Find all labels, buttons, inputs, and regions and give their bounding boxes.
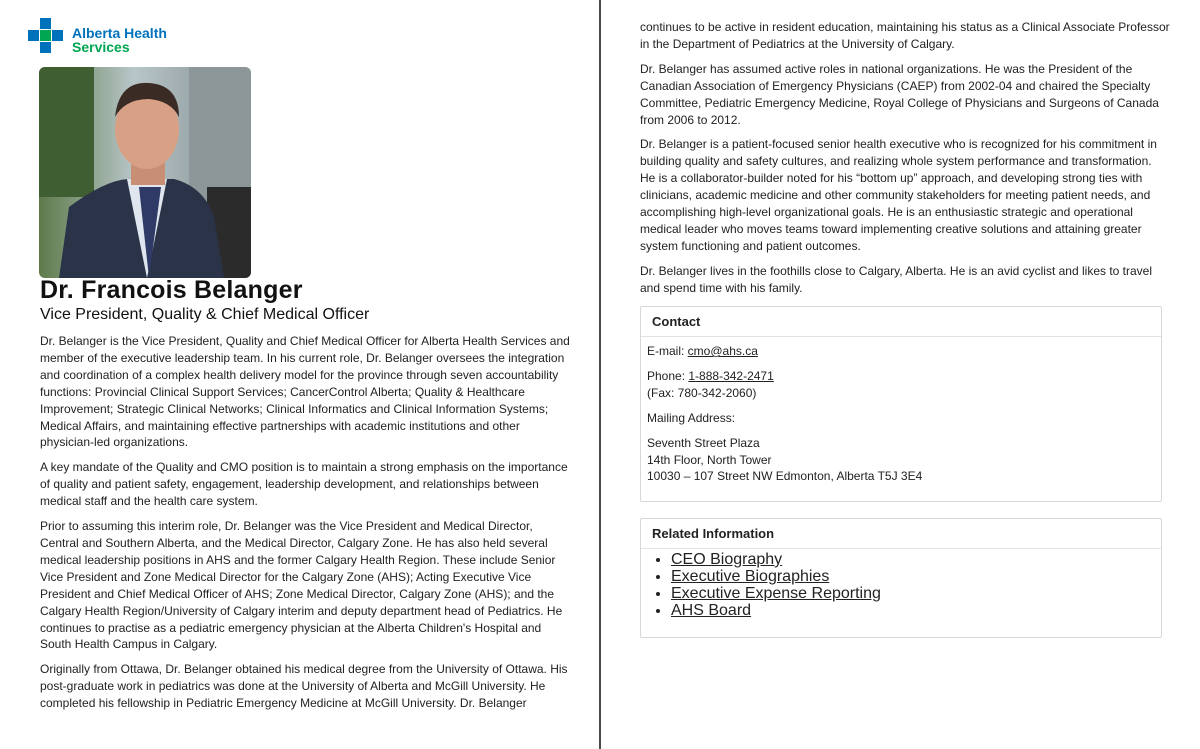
link-executive-biographies[interactable]: Executive Biographies — [671, 568, 830, 585]
email-label: E-mail: — [647, 344, 688, 358]
bio-paragraph-4-continued: continues to be active in resident education, maintaining his status as a Clinical Associate Professor in the Department of Pediatrics at the University of Calgary. — [640, 20, 1170, 51]
phone-label: Phone: — [647, 368, 689, 383]
mailing-address — [647, 435, 1155, 486]
address-line-1: Seventh Street Plaza — [647, 435, 760, 450]
portrait-photo — [39, 67, 251, 278]
ahs-cross-icon — [28, 18, 66, 56]
bio-paragraph-1: Dr. Belanger is the Vice President, Quality and Chief Medical Officer for Alberta Health Services and member of the executive leadership team. In his current role, Dr. Belanger oversees the integration and coordination of a complex health delivery model for the province through seven accountability functions: Provincial Clinical Support Services; CancerControl Alberta; Quality & Healthcare Improvement; Strategic Clinical Networks; Clinical Informatics and Clinical Information Systems; Medical Affairs, and maintaining effective partnerships with academic institutions and other physician-led organizations. — [40, 334, 570, 450]
bio-left-column — [40, 333, 570, 720]
list-item — [671, 602, 1161, 619]
fax-text: (Fax: 780-342-2060) — [647, 385, 757, 400]
bio-paragraph-4: Originally from Ottawa, Dr. Belanger obtained his medical degree from the University of Ottawa. His post-graduate work in pediatrics was done at the University of Alberta and McGill University. He completed his fellowship in Pediatric Emergency Medicine at McGill University. Dr. Belanger — [40, 662, 568, 711]
link-ceo-biography[interactable]: CEO Biography — [671, 551, 783, 568]
list-item — [671, 585, 1161, 602]
portrait-image — [39, 67, 251, 278]
contact-heading: Contact — [641, 307, 1161, 337]
link-ahs-board[interactable]: AHS Board — [671, 602, 752, 619]
contact-body — [641, 337, 1161, 501]
logo-line-2: Services — [72, 39, 130, 55]
related-heading: Related Information — [641, 519, 1161, 549]
email-line — [647, 343, 1155, 360]
link-executive-expense-reporting[interactable]: Executive Expense Reporting — [671, 585, 881, 602]
right-page — [602, 0, 1200, 749]
phone-link[interactable]: 1-888-342-2471 — [688, 368, 774, 383]
bio-paragraph-3: Prior to assuming this interim role, Dr. Belanger was the Vice President and Medical Director, Central and Southern Alberta, and the Medical Director, Calgary Zone. He has also held several medical leadership positions in AHS and the former Calgary Health Region. These include Senior Vice President and Zone Medical Director for the Calgary Zone (AHS); Acting Executive Vice President and Chief Medical Officer of AHS; Zone Medical Director, Calgary Zone (AHS); and the Calgary Health Region/University of Calgary interim and deputy department head of Pediatrics. He continues to practise as a pediatric emergency physician at the Alberta Children's Hospital and South Health Campus in Calgary. — [40, 519, 563, 652]
page-divider — [599, 0, 601, 749]
address-line-3: 10030 – 107 Street NW Edmonton, Alberta T5J 3E4 — [647, 469, 923, 484]
bio-paragraph-2: A key mandate of the Quality and CMO position is to maintain a strong emphasis on the importance of quality and patient safety, engagement, leadership development, and relationships between medical staff and the health care system. — [40, 460, 568, 509]
bio-paragraph-7: Dr. Belanger lives in the foothills close to Calgary, Alberta. He is an avid cyclist and likes to travel and spend time with his family. — [640, 263, 1153, 295]
related-links-list — [641, 551, 1161, 619]
ahs-logo[interactable] — [28, 18, 178, 58]
mailing-label: Mailing Address: — [647, 410, 736, 425]
bio-paragraph-6: Dr. Belanger is a patient-focused senior health executive who is recognized for his commitment in building quality and safety cultures, and realizing whole system performance and transformation. He is a collaborator-builder noted for his “bottom up” approach, and developing strong ties with clinicians, academic medicine and other community stakeholders for meeting patient needs, and accomplishing high-level organizational goals. He is an enthusiastic strategic and operational medical leader who moves teams toward implementing creative solutions and attaining greater system functioning and patient outcomes. — [640, 137, 1157, 253]
logo-line-1: Alberta Health — [72, 25, 167, 41]
person-title: Vice President, Quality & Chief Medical Officer — [40, 306, 370, 323]
phone-line — [647, 368, 1155, 402]
person-name: Dr. Francois Belanger — [40, 276, 303, 304]
address-line-2: 14th Floor, North Tower — [647, 452, 772, 467]
list-item — [671, 568, 1161, 585]
contact-box — [640, 306, 1162, 502]
email-link[interactable]: cmo@ahs.ca — [687, 344, 758, 358]
bio-right-column — [640, 19, 1170, 305]
logo-wordmark — [72, 26, 167, 54]
bio-paragraph-5: Dr. Belanger has assumed active roles in national organizations. He was the President of the Canadian Association of Emergency Physicians (CAEP) from 2002-04 and chaired the Specialty Committee, Pediatric Emergency Medicine, Royal College of Physicians and Surgeons of Canada from 2006 to 2012. — [640, 61, 1159, 127]
list-item — [671, 551, 1161, 568]
related-info-box — [640, 518, 1162, 638]
